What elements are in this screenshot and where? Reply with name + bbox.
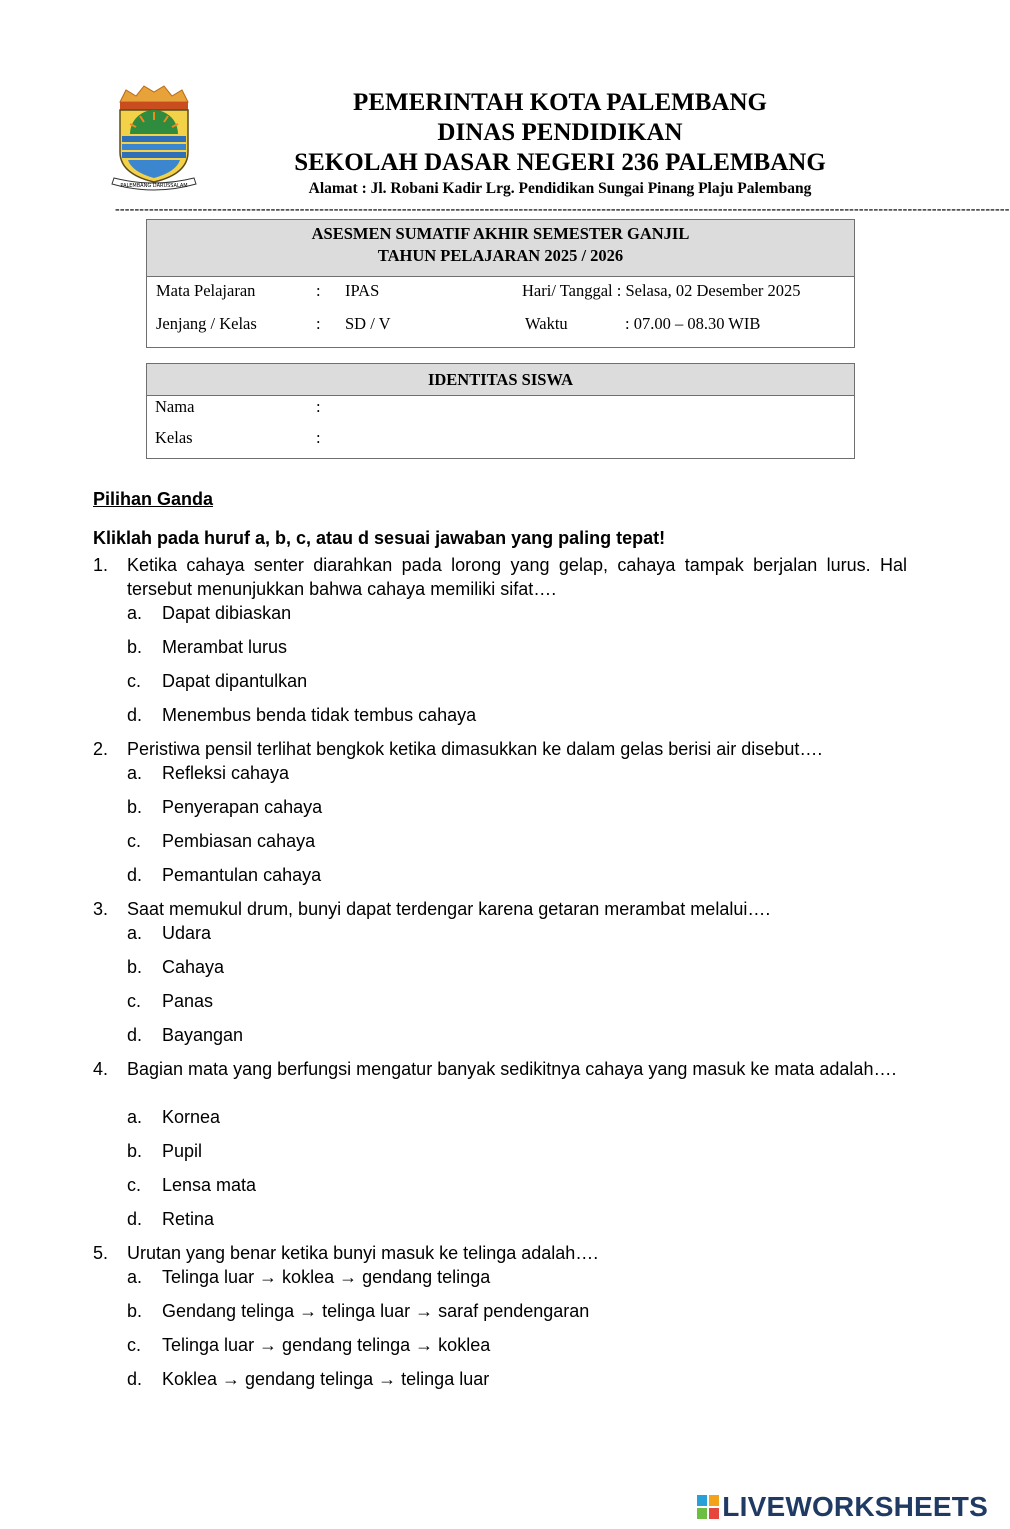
level-label: Jenjang / Kelas — [156, 314, 257, 333]
option-1d[interactable] — [127, 703, 476, 727]
option-text: Dapat dibiaskan — [162, 603, 292, 623]
option-text: Pupil — [162, 1141, 203, 1161]
option-text: Udara — [162, 923, 212, 943]
option-text: Refleksi cahaya — [162, 763, 290, 783]
question-3 — [93, 897, 907, 921]
name-colon: : — [316, 397, 321, 416]
question-2 — [93, 737, 907, 761]
time-label: Waktu — [525, 314, 568, 333]
option-letter[interactable]: c. — [127, 991, 142, 1011]
option-letter[interactable]: c. — [127, 1335, 142, 1355]
question-number: 1. — [93, 555, 109, 575]
subject-label: Mata Pelajaran — [156, 281, 256, 300]
liveworksheets-brand — [697, 1490, 988, 1524]
option-5b[interactable] — [127, 1299, 589, 1323]
question-4 — [93, 1057, 907, 1105]
option-text: Telinga luar → gendang telinga → koklea — [162, 1335, 491, 1355]
svg-text:PALEMBANG DARUSSALAM: PALEMBANG DARUSSALAM — [120, 183, 188, 189]
option-letter[interactable]: a. — [127, 1267, 143, 1287]
exam-year: TAHUN PELAJARAN 2025 / 2026 — [377, 246, 624, 265]
option-letter[interactable]: c. — [127, 671, 142, 691]
option-letter[interactable]: b. — [127, 797, 143, 817]
liveworksheets-logo-icon — [697, 1495, 719, 1519]
option-2a[interactable] — [127, 761, 289, 785]
option-letter[interactable]: c. — [127, 1175, 142, 1195]
exam-date: Hari/ Tanggal : Selasa, 02 Desember 2025 — [522, 281, 801, 300]
option-text: Koklea → gendang telinga → telinga luar — [162, 1369, 490, 1389]
option-text: Retina — [162, 1209, 215, 1229]
exam-title: ASESMEN SUMATIF AKHIR SEMESTER GANJIL — [311, 224, 690, 243]
option-2d[interactable] — [127, 863, 321, 887]
option-letter[interactable]: a. — [127, 1107, 143, 1127]
question-number: 4. — [93, 1059, 109, 1079]
subject-colon: : — [316, 281, 321, 300]
class-label: Kelas — [155, 428, 193, 447]
question-number: 2. — [93, 739, 109, 759]
option-text: Gendang telinga → telinga luar → saraf pendengaran — [162, 1301, 590, 1321]
class-colon: : — [316, 428, 321, 447]
option-text: Bayangan — [162, 1025, 244, 1045]
option-5a[interactable] — [127, 1265, 490, 1289]
option-letter[interactable]: a. — [127, 603, 143, 623]
exam-info-header — [147, 220, 854, 277]
option-text: Panas — [162, 991, 214, 1011]
option-2c[interactable] — [127, 829, 315, 853]
option-text: Kornea — [162, 1107, 221, 1127]
option-text: Menembus benda tidak tembus cahaya — [162, 705, 477, 725]
option-letter[interactable]: b. — [127, 957, 143, 977]
option-letter[interactable]: d. — [127, 705, 143, 725]
option-letter[interactable]: b. — [127, 1301, 143, 1321]
option-3b[interactable] — [127, 955, 224, 979]
government-title: PEMERINTAH KOTA PALEMBANG — [353, 89, 767, 116]
exam-info-box — [146, 219, 855, 348]
level-colon: : — [316, 314, 321, 333]
option-text: Pembiasan cahaya — [162, 831, 316, 851]
option-text: Lensa mata — [162, 1175, 257, 1195]
option-text: Dapat dipantulkan — [162, 671, 308, 691]
question-1 — [93, 553, 907, 601]
option-text: Penyerapan cahaya — [162, 797, 323, 817]
option-letter[interactable]: b. — [127, 1141, 143, 1161]
question-text: Saat memukul drum, bunyi dapat terdengar karena getaran merambat melalui…. — [127, 899, 771, 919]
question-text: Ketika cahaya senter diarahkan pada lorong yang gelap, cahaya tampak berjalan lurus. Hal tersebut menunjukkan bahwa cahaya memiliki sifat…. — [127, 555, 907, 599]
question-text: Bagian mata yang berfungsi mengatur banyak sedikitnya cahaya yang masuk ke mata adalah…. — [127, 1059, 897, 1079]
option-5c[interactable] — [127, 1333, 490, 1357]
question-number: 5. — [93, 1243, 109, 1263]
subject-value: IPAS — [345, 281, 380, 300]
level-value: SD / V — [345, 314, 391, 333]
question-text: Urutan yang benar ketika bunyi masuk ke telinga adalah…. — [127, 1243, 599, 1263]
option-letter[interactable]: b. — [127, 637, 143, 657]
option-1a[interactable] — [127, 601, 291, 625]
student-identity-box — [146, 363, 855, 459]
question-text: Peristiwa pensil terlihat bengkok ketika dimasukkan ke dalam gelas berisi air disebut…. — [127, 739, 823, 759]
option-text: Telinga luar → koklea → gendang telinga — [162, 1267, 491, 1287]
option-3c[interactable] — [127, 989, 213, 1013]
option-3d[interactable] — [127, 1023, 243, 1047]
option-4a[interactable] — [127, 1105, 220, 1129]
option-letter[interactable]: a. — [127, 763, 143, 783]
brand-text: LIVEWORKSHEETS — [722, 1491, 988, 1522]
school-title: SEKOLAH DASAR NEGERI 236 PALEMBANG — [294, 149, 826, 176]
option-4b[interactable] — [127, 1139, 202, 1163]
option-letter[interactable]: d. — [127, 865, 143, 885]
name-label: Nama — [155, 397, 195, 416]
option-letter[interactable]: c. — [127, 831, 142, 851]
option-1c[interactable] — [127, 669, 307, 693]
option-letter[interactable]: d. — [127, 1369, 143, 1389]
option-letter[interactable]: a. — [127, 923, 143, 943]
question-5 — [93, 1241, 907, 1265]
city-emblem-logo — [106, 82, 202, 196]
option-5d[interactable] — [127, 1367, 489, 1391]
section-title: Pilihan Ganda — [93, 489, 214, 509]
option-2b[interactable] — [127, 795, 322, 819]
question-number: 3. — [93, 899, 109, 919]
option-4d[interactable] — [127, 1207, 214, 1231]
option-4c[interactable] — [127, 1173, 256, 1197]
school-address: Alamat : Jl. Robani Kadir Lrg. Pendidikan Sungai Pinang Plaju Palembang — [308, 180, 812, 197]
option-text: Pemantulan cahaya — [162, 865, 322, 885]
option-letter[interactable]: d. — [127, 1025, 143, 1045]
identity-header: IDENTITAS SISWA — [147, 364, 854, 396]
option-letter[interactable]: d. — [127, 1209, 143, 1229]
department-title: DINAS PENDIDIKAN — [437, 119, 683, 146]
option-text: Cahaya — [162, 957, 225, 977]
dashed-divider: ---------------------------------------------------------------------------------------------------------------------------------------------------------------------------------------- — [115, 202, 1010, 217]
instruction-text: Kliklah pada huruf a, b, c, atau d sesuai jawaban yang paling tepat! — [93, 528, 666, 548]
time-value: : 07.00 – 08.30 WIB — [625, 314, 761, 333]
option-3a[interactable] — [127, 921, 211, 945]
letterhead — [250, 88, 870, 199]
option-1b[interactable] — [127, 635, 287, 659]
option-text: Merambat lurus — [162, 637, 288, 657]
